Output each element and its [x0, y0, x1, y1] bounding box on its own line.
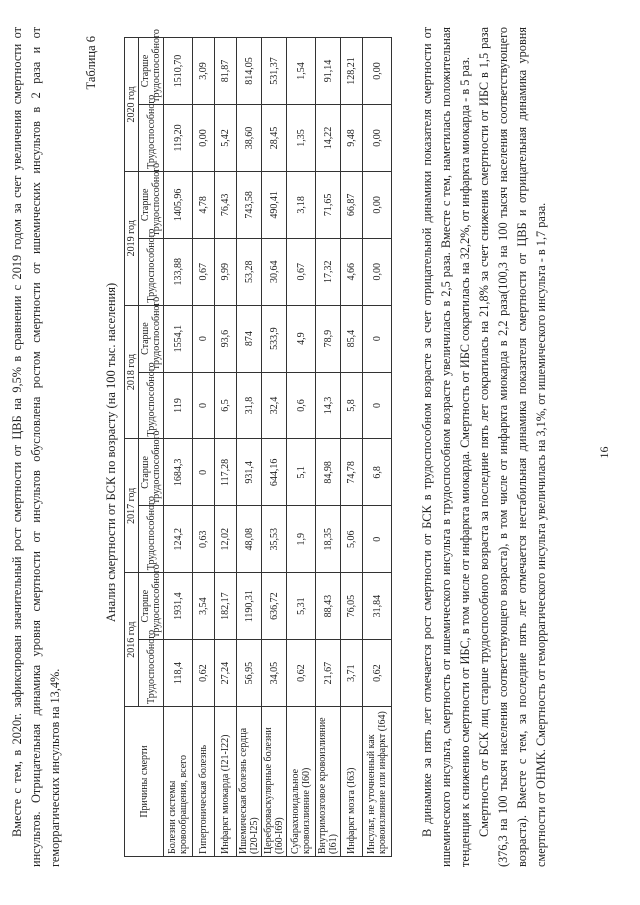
value-cell: 531,37 — [262, 38, 287, 105]
value-cell: 1190,31 — [237, 573, 262, 640]
value-cell: 0,67 — [287, 238, 316, 305]
value-cell: 124,2 — [164, 506, 193, 573]
value-cell: 0 — [193, 439, 215, 506]
working-age-header: Трудоспособного — [139, 506, 164, 573]
value-cell: 3,18 — [287, 171, 316, 238]
value-cell: 5,31 — [287, 573, 316, 640]
value-cell: 14,3 — [316, 372, 341, 439]
value-cell: 31,84 — [363, 573, 392, 640]
value-cell: 35,53 — [262, 506, 287, 573]
table-row — [363, 38, 392, 857]
value-cell: 38,60 — [237, 104, 262, 171]
value-cell: 84,98 — [316, 439, 341, 506]
table-caption: Анализ смертности от БСК по возрасту (на 100 тыс. населения) — [104, 282, 118, 623]
value-cell: 93,6 — [215, 305, 237, 372]
elderly-paragraph: Смертность от БСК лиц старше трудоспособного возраста за последние пять лет сократилась на 21,8% за счет снижения смертности от ИБС в 1,5 раза (376,3 на 100 тысяч населения соответствующего возраста), в том числе от инфаркта миокарда в 2,2 раза(100,3 на 100 тысяч населения соответствующего возраста). Вместе с тем, за последние пять лет отмечается нестабильная динамика показателя смертности от ЦВБ и отрицательная динамика уровня смертности от ОНМК. Смертность от геморрагического инсульта увеличилась на 3,1%, от ишемического инсульта - в 1,7 раза. — [477, 27, 548, 867]
value-cell: 9,99 — [215, 238, 237, 305]
cause-cell: Ишемическая болезнь сердца (I20-I25) — [237, 707, 262, 857]
older-age-header: Старше трудоспособного — [139, 573, 164, 640]
value-cell: 0,62 — [287, 640, 316, 707]
older-age-header: Старше трудоспособного — [139, 38, 164, 105]
cause-cell: Инфаркт миокарда (I21-I22) — [215, 707, 237, 857]
value-cell: 88,43 — [316, 573, 341, 640]
working-age-header: Трудоспособного — [139, 372, 164, 439]
value-cell: 117,28 — [215, 439, 237, 506]
table-row — [237, 38, 262, 857]
value-cell: 644,16 — [262, 439, 287, 506]
value-cell: 1554,1 — [164, 305, 193, 372]
year-header: 2020 год — [125, 38, 139, 172]
value-cell: 3,71 — [341, 640, 363, 707]
year-header: 2016 год — [125, 573, 139, 707]
cause-cell: Субарахноидальное кровоизлияние (I60) — [287, 707, 316, 857]
value-cell: 85,4 — [341, 305, 363, 372]
value-cell: 0,67 — [193, 238, 215, 305]
value-cell: 1931,4 — [164, 573, 193, 640]
year-header: 2018 год — [125, 305, 139, 439]
table-row — [193, 38, 215, 857]
value-cell: 0,00 — [363, 238, 392, 305]
table-row — [316, 38, 341, 857]
older-age-header: Старше трудоспособного — [139, 305, 164, 372]
value-cell: 91,14 — [316, 38, 341, 105]
value-cell: 0 — [193, 305, 215, 372]
value-cell: 76,43 — [215, 171, 237, 238]
value-cell: 48,08 — [237, 506, 262, 573]
table-row — [262, 38, 287, 857]
page-number: 16 — [597, 446, 611, 459]
value-cell: 30,64 — [262, 238, 287, 305]
value-cell: 4,66 — [341, 238, 363, 305]
value-cell: 1,9 — [287, 506, 316, 573]
cause-cell: Болезни системы кровообращения, всего — [164, 707, 193, 857]
value-cell: 0,00 — [363, 38, 392, 105]
older-age-header: Старше трудоспособного — [139, 439, 164, 506]
value-cell: 0 — [363, 305, 392, 372]
cause-cell: Цереброваскулярные болезни (I60-I69) — [262, 707, 287, 857]
value-cell: 1405,96 — [164, 171, 193, 238]
value-cell: 0 — [363, 372, 392, 439]
value-cell: 5,42 — [215, 104, 237, 171]
value-cell: 53,28 — [237, 238, 262, 305]
value-cell: 71,65 — [316, 171, 341, 238]
cause-cell: Внутримозговое кровоизлияние (I61) — [316, 707, 341, 857]
intro-paragraph: Вместе с тем, в 2020г. зафиксирован значительный рост смертности от ЦВБ на 9,5% в сравнении с 2019 годом за счет увеличения смертности от инсультов. Отрицательная динамика уровня смертности от инсультов обусловлена ростом смертности от ишемических инсультов в 2 раза и от геморрагических инсультов на 13,4%. — [10, 27, 62, 867]
value-cell: 5,8 — [341, 372, 363, 439]
older-age-header: Старше трудоспособного — [139, 171, 164, 238]
table-label: Таблица 6 — [84, 36, 98, 90]
value-cell: 17,32 — [316, 238, 341, 305]
value-cell: 6,8 — [363, 439, 392, 506]
value-cell: 0,00 — [363, 104, 392, 171]
value-cell: 12,02 — [215, 506, 237, 573]
value-cell: 533,9 — [262, 305, 287, 372]
value-cell: 128,21 — [341, 38, 363, 105]
cause-cell: Инсульт, не уточненный как кровоизлияние или инфаркт (I64) — [363, 707, 392, 857]
value-cell: 0 — [363, 506, 392, 573]
year-header: 2017 год — [125, 439, 139, 573]
value-cell: 28,45 — [262, 104, 287, 171]
working-age-header: Трудоспособного — [139, 238, 164, 305]
dynamics-paragraph: В динамике за пять лет отмечается рост смертности от БСК в трудоспособном возрасте за счет отрицательной динамики показателя смертности от ишемического инсульта, смертность от ишемического инсульта в трудоспособном возрасте увеличилась в 2,5 раза. Вместе с тем, наметилась положительная тенденция к снижению смертности от ИБС, в том числе от инфаркта миокарда. Смертность от ИБС сократилась на 32,2%, от инфаркта миокарда - в 5 раз. — [420, 27, 472, 867]
table-row — [215, 38, 237, 857]
value-cell: 3,54 — [193, 573, 215, 640]
value-cell: 9,48 — [341, 104, 363, 171]
value-cell: 32,4 — [262, 372, 287, 439]
working-age-header: Трудоспособного — [139, 104, 164, 171]
value-cell: 1684,3 — [164, 439, 193, 506]
value-cell: 3,09 — [193, 38, 215, 105]
value-cell: 4,78 — [193, 171, 215, 238]
value-cell: 5,1 — [287, 439, 316, 506]
value-cell: 0,00 — [193, 104, 215, 171]
value-cell: 56,95 — [237, 640, 262, 707]
value-cell: 0,6 — [287, 372, 316, 439]
working-age-header: Трудоспособного — [139, 640, 164, 707]
value-cell: 874 — [237, 305, 262, 372]
value-cell: 34,05 — [262, 640, 287, 707]
cause-header: Причины смерти — [125, 707, 164, 857]
value-cell: 814,05 — [237, 38, 262, 105]
year-header: 2019 год — [125, 171, 139, 305]
value-cell: 31,8 — [237, 372, 262, 439]
cause-cell: Гипертоническая болезнь — [193, 707, 215, 857]
table-row — [341, 38, 363, 857]
value-cell: 119 — [164, 372, 193, 439]
value-cell: 0,62 — [193, 640, 215, 707]
value-cell: 118,4 — [164, 640, 193, 707]
value-cell: 27,24 — [215, 640, 237, 707]
value-cell: 6,5 — [215, 372, 237, 439]
value-cell: 182,17 — [215, 573, 237, 640]
value-cell: 21,67 — [316, 640, 341, 707]
value-cell: 18,35 — [316, 506, 341, 573]
value-cell: 4,9 — [287, 305, 316, 372]
value-cell: 0,63 — [193, 506, 215, 573]
value-cell: 74,78 — [341, 439, 363, 506]
table-row — [287, 38, 316, 857]
value-cell: 14,22 — [316, 104, 341, 171]
value-cell: 66,87 — [341, 171, 363, 238]
value-cell: 1,54 — [287, 38, 316, 105]
value-cell: 0,00 — [363, 171, 392, 238]
value-cell: 81,87 — [215, 38, 237, 105]
value-cell: 133,88 — [164, 238, 193, 305]
value-cell: 76,05 — [341, 573, 363, 640]
cause-cell: Инфаркт мозга (I63) — [341, 707, 363, 857]
value-cell: 490,41 — [262, 171, 287, 238]
value-cell: 5,06 — [341, 506, 363, 573]
value-cell: 119,20 — [164, 104, 193, 171]
value-cell: 636,72 — [262, 573, 287, 640]
value-cell: 931,4 — [237, 439, 262, 506]
table-row — [164, 38, 193, 857]
value-cell: 0,62 — [363, 640, 392, 707]
value-cell: 743,58 — [237, 171, 262, 238]
value-cell: 1,35 — [287, 104, 316, 171]
value-cell: 78,9 — [316, 305, 341, 372]
value-cell: 0 — [193, 372, 215, 439]
mortality-table — [124, 29, 392, 857]
value-cell: 1510,70 — [164, 38, 193, 105]
